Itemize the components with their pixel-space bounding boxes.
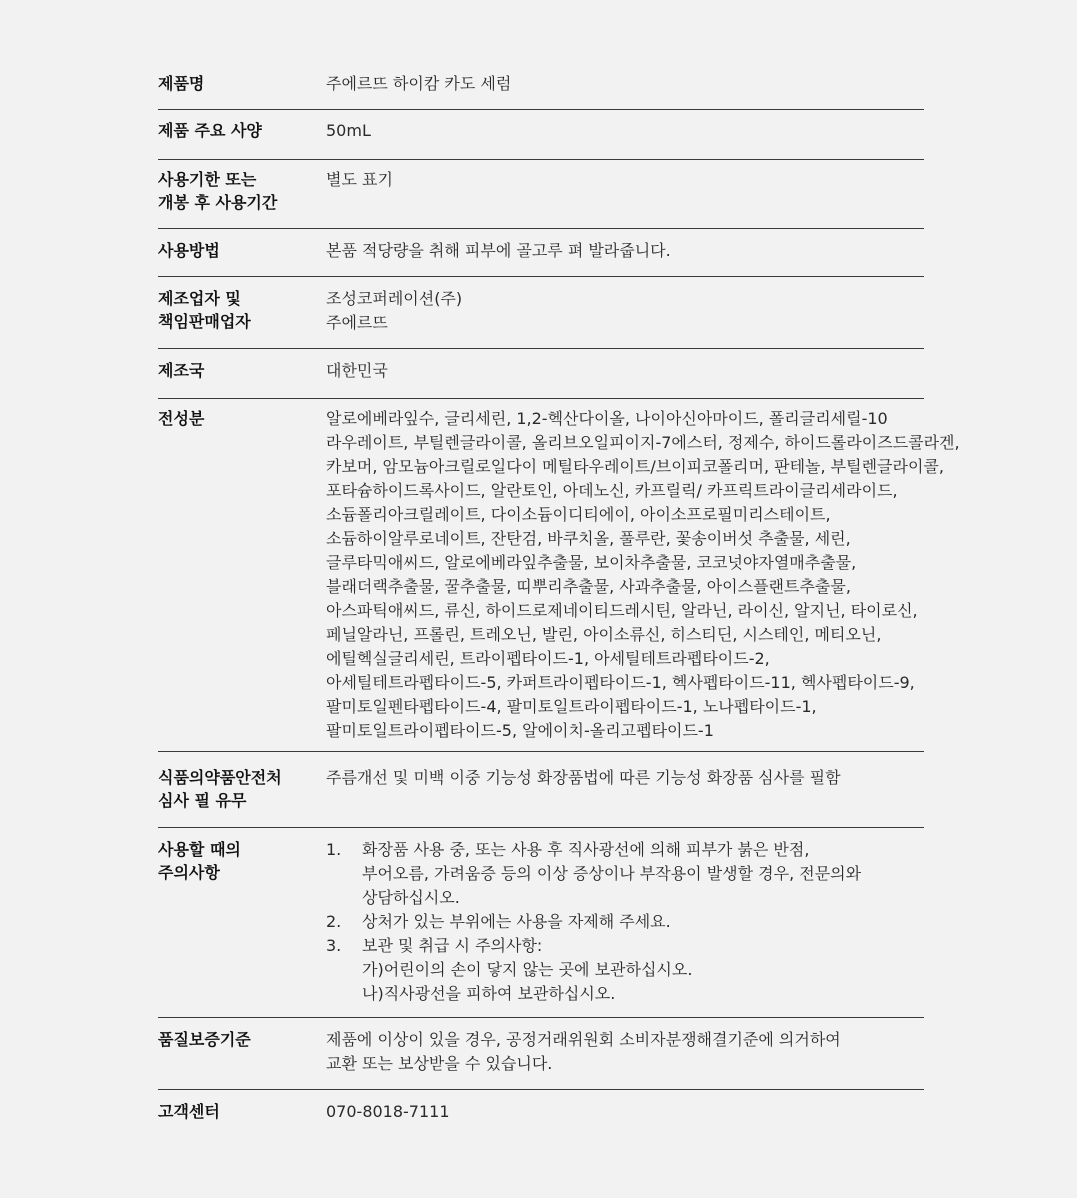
customer-center-phone: 070-8018-7111 (326, 1102, 450, 1121)
row-value: 주름개선 및 미백 이중 기능성 화장품법에 따른 기능성 화장품 심사를 필함 (326, 768, 841, 787)
row-manufacturer (158, 277, 924, 349)
caution-list-wrapper (326, 838, 924, 1017)
ingredient-line: 소듐하이알루로네이트, 잔탄검, 바쿠치올, 풀루란, 꽃송이버섯 추출물, 세린, (326, 529, 851, 548)
seller-line: 주에르뜨 (326, 313, 388, 332)
row-label: 제조국 (158, 361, 205, 380)
row-mfds-review (158, 752, 924, 828)
caution-text (362, 910, 924, 934)
ingredient-line: 에틸헥실글리세린, 트라이펩타이드-1, 아세틸테트라펩타이드-2, (326, 649, 770, 668)
row-label: 사용방법 (158, 241, 220, 260)
ingredient-line: 알로에베라잎수, 글리세린, 1,2-헥산다이올, 나이아신아마이드, 폴리글리세릴-10 (326, 409, 888, 428)
row-value: 대한민국 (326, 361, 388, 380)
caution-item (326, 838, 924, 910)
caution-item (326, 910, 924, 934)
row-value: 50mL (326, 121, 371, 140)
caution-line: 보관 및 취급 시 주의사항: (362, 936, 543, 955)
row-label: 사용기한 또는 개봉 후 사용기간 (158, 170, 278, 212)
caution-number: 1. (326, 840, 342, 859)
ingredient-line: 블래더랙추출물, 꿀추출물, 띠뿌리추출물, 사과추출물, 아이스플랜트추출물, (326, 577, 851, 596)
row-usage (158, 229, 924, 277)
row-product-name (158, 62, 924, 110)
row-label: 사용할 때의 주의사항 (158, 840, 241, 882)
row-value: 별도 표기 (326, 170, 393, 189)
row-spec (158, 110, 924, 160)
ingredient-line: 아세틸테트라펩타이드-5, 카퍼트라이펩타이드-1, 헥사펩타이드-11, 헥사펩타이드-9, (326, 673, 915, 692)
row-label: 제품명 (158, 74, 205, 93)
ingredient-line: 포타슘하이드록사이드, 알란토인, 아데노신, 카프릴릭/ 카프릭트라이글리세라이드, (326, 481, 898, 500)
quality-line: 교환 또는 보상받을 수 있습니다. (326, 1054, 553, 1073)
row-value (326, 287, 924, 348)
caution-line: 상처가 있는 부위에는 사용을 자제해 주세요. (362, 912, 671, 931)
ingredient-line: 카보머, 암모늄아크릴로일다이 메틸타우레이트/브이피코폴리머, 판테놀, 부틸렌글라이콜, (326, 457, 944, 476)
row-value: 주에르뜨 하이캄 카도 세럼 (326, 74, 512, 93)
caution-item (326, 934, 924, 1006)
caution-number: 3. (326, 936, 342, 955)
row-quality-guarantee (158, 1018, 924, 1090)
row-caution (158, 828, 924, 1018)
row-customer-center (158, 1090, 924, 1138)
ingredient-line: 팔미토일트라이펩타이드-5, 알에이치-올리고펩타이드-1 (326, 721, 714, 740)
manufacturer-line: 조성코퍼레이션(주) (326, 289, 463, 308)
row-expiry (158, 160, 924, 229)
row-label: 제조업자 및 책임판매업자 (158, 289, 251, 331)
row-label: 제품 주요 사양 (158, 121, 262, 140)
row-country (158, 349, 924, 399)
ingredient-line: 글루타믹애씨드, 알로에베라잎추출물, 보이차추출물, 코코넛야자열매추출물, (326, 553, 857, 572)
caution-line: 부어오름, 가려움증 등의 이상 증상이나 부작용이 발생할 경우, 전문의와 (362, 864, 862, 883)
ingredient-line: 라우레이트, 부틸렌글라이콜, 올리브오일피이지-7에스터, 정제수, 하이드롤라이즈드콜라겐, (326, 433, 960, 452)
row-value (326, 1028, 924, 1089)
row-label: 품질보증기준 (158, 1030, 251, 1049)
row-label: 식품의약품안전처 심사 필 유무 (158, 768, 282, 810)
row-label: 고객센터 (158, 1102, 220, 1121)
ingredient-line: 페닐알라닌, 프롤린, 트레오닌, 발린, 아이소류신, 히스티딘, 시스테인, 메티오닌, (326, 625, 882, 644)
ingredient-line: 아스파틱애씨드, 류신, 하이드로제네이티드레시틴, 알라닌, 라이신, 알지닌, 타이로신, (326, 601, 918, 620)
ingredient-line: 팔미토일펜타펩타이드-4, 팔미토일트라이펩타이드-1, 노나펩타이드-1, (326, 697, 817, 716)
ingredient-line: 소듐폴리아크릴레이트, 다이소듐이디티에이, 아이소프로필미리스테이트, (326, 505, 831, 524)
product-info-table (158, 62, 960, 1138)
caution-text (362, 934, 924, 1006)
caution-line: 상담하십시오. (362, 888, 460, 907)
row-label: 전성분 (158, 409, 205, 428)
row-ingredients (158, 399, 960, 752)
row-value: 본품 적당량을 취해 피부에 골고루 펴 발라줍니다. (326, 241, 671, 260)
caution-text (362, 838, 924, 910)
caution-list (326, 838, 924, 1006)
ingredients-list (326, 407, 960, 751)
quality-line: 제품에 이상이 있을 경우, 공정거래위원회 소비자분쟁해결기준에 의거하여 (326, 1030, 841, 1049)
caution-line: 화장품 사용 중, 또는 사용 후 직사광선에 의해 피부가 붉은 반점, (362, 840, 810, 859)
caution-line: 가)어린이의 손이 닿지 않는 곳에 보관하십시오. (362, 960, 693, 979)
caution-line: 나)직사광선을 피하여 보관하십시오. (362, 984, 616, 1003)
caution-number: 2. (326, 912, 342, 931)
